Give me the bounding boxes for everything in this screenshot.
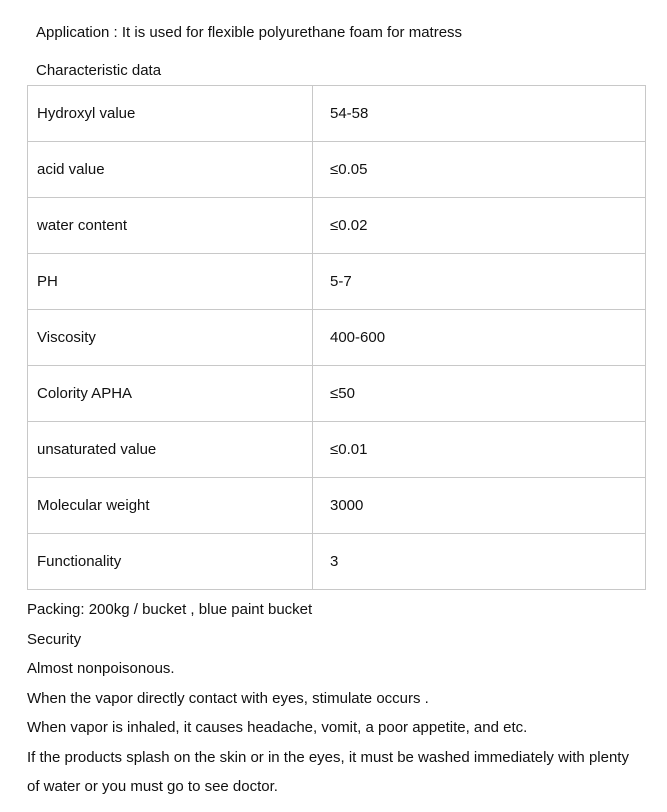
note-line: of water or you must go to see doctor.	[27, 778, 278, 795]
value-cell: ≤0.02	[313, 198, 646, 254]
table-row	[28, 86, 646, 142]
property-cell: Hydroxyl value	[28, 86, 313, 142]
note-line: Almost nonpoisonous.	[27, 660, 175, 677]
note-line: When vapor is inhaled, it causes headache, vomit, a poor appetite, and etc.	[27, 719, 528, 736]
value-cell: ≤0.05	[313, 142, 646, 198]
table-row	[28, 422, 646, 478]
table-row	[28, 366, 646, 422]
property-cell: PH	[28, 254, 313, 310]
table-row	[28, 254, 646, 310]
note-line: If the products splash on the skin or in the eyes, it must be washed immediately with plenty	[27, 748, 629, 766]
application-text: Application : It is used for flexible polyurethane foam for matress	[36, 24, 463, 41]
security-heading: Security	[27, 630, 82, 648]
property-cell: water content	[28, 198, 313, 254]
characteristic-data-table	[27, 85, 646, 590]
packing-line: Packing: 200kg / bucket , blue paint bucket	[27, 601, 313, 618]
table-row	[28, 534, 646, 590]
note-line: When the vapor directly contact with eyes, stimulate occurs .	[27, 689, 429, 707]
table-row	[28, 198, 646, 254]
property-cell: acid value	[28, 142, 313, 198]
value-cell: 400-600	[313, 310, 646, 366]
table-row	[28, 310, 646, 366]
property-cell: Functionality	[28, 534, 313, 590]
property-cell: unsaturated value	[28, 422, 313, 478]
property-cell: Viscosity	[28, 310, 313, 366]
value-cell: 54-58	[313, 86, 646, 142]
characteristic-data-heading: Characteristic data	[36, 62, 162, 79]
value-cell: 3	[313, 534, 646, 590]
property-cell: Molecular weight	[28, 478, 313, 534]
notes-list	[27, 598, 629, 805]
property-cell: Colority APHA	[28, 366, 313, 422]
table-row	[28, 478, 646, 534]
table-row	[28, 142, 646, 198]
value-cell: 5-7	[313, 254, 646, 310]
value-cell: 3000	[313, 478, 646, 534]
value-cell: ≤0.01	[313, 422, 646, 478]
value-cell: ≤50	[313, 366, 646, 422]
